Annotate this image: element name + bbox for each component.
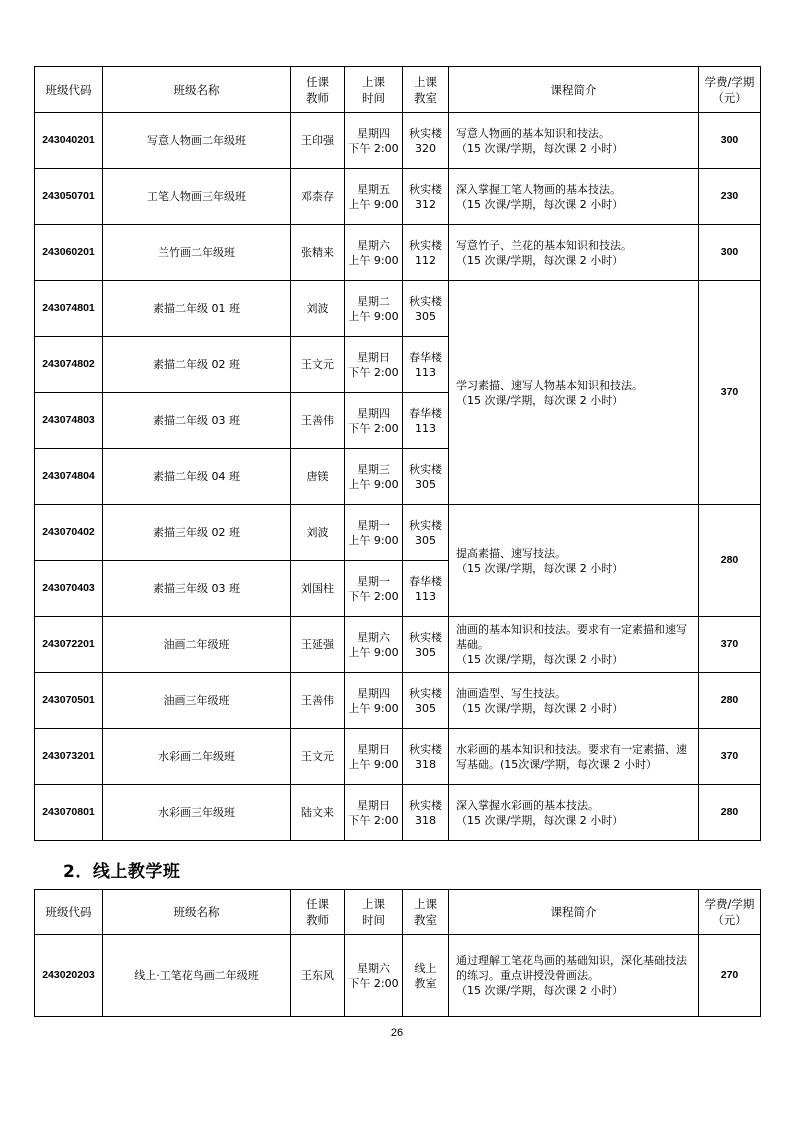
- class-name: 油画二年级班: [103, 617, 291, 673]
- teacher: 王文元: [291, 729, 345, 785]
- course-intro: 深入掌握水彩画的基本技法。 （15 次课/学期，每次课 2 小时）: [449, 785, 699, 841]
- table-row: [35, 935, 761, 1017]
- course-intro: 提高素描、速写技法。 （15 次课/学期，每次课 2 小时）: [449, 505, 699, 617]
- teacher: 王印强: [291, 113, 345, 169]
- class-code: 243070402: [35, 505, 103, 561]
- classroom: 秋实楼 305: [403, 281, 449, 337]
- class-time: 星期日 下午 2:00: [345, 785, 403, 841]
- tuition-fee: 300: [699, 113, 761, 169]
- table-row: [35, 169, 761, 225]
- header-room: 上课 教室: [403, 67, 449, 113]
- header-teacher: 任课 教师: [291, 67, 345, 113]
- section-title: 2．线上教学班: [63, 862, 181, 882]
- class-code: 243070501: [35, 673, 103, 729]
- class-code: 243072201: [35, 617, 103, 673]
- teacher: 王善伟: [291, 393, 345, 449]
- tuition-fee: 270: [699, 935, 761, 1017]
- header-name: 班级名称: [103, 67, 291, 113]
- table-row: [35, 505, 761, 561]
- table-row: [35, 673, 761, 729]
- class-time: 星期一 下午 2:00: [345, 561, 403, 617]
- class-name: 素描二年级 03 班: [103, 393, 291, 449]
- table-header-row: [35, 890, 761, 935]
- teacher: 邓柰存: [291, 169, 345, 225]
- class-name: 素描二年级 02 班: [103, 337, 291, 393]
- online-class-table: [34, 889, 761, 1017]
- teacher: 王善伟: [291, 673, 345, 729]
- course-intro: 油画造型、写生技法。 （15 次课/学期，每次课 2 小时）: [449, 673, 699, 729]
- class-time: 星期六 上午 9:00: [345, 225, 403, 281]
- course-intro: 水彩画的基本知识和技法。要求有一定素描、速 写基础。(15次课/学期，每次课 2 小时）: [449, 729, 699, 785]
- class-name: 油画三年级班: [103, 673, 291, 729]
- classroom: 秋实楼 305: [403, 505, 449, 561]
- class-name: 素描二年级 01 班: [103, 281, 291, 337]
- class-time: 星期日 上午 9:00: [345, 729, 403, 785]
- class-name: 兰竹画二年级班: [103, 225, 291, 281]
- page-number: 26: [390, 1027, 404, 1039]
- class-code: 243074803: [35, 393, 103, 449]
- table-row: [35, 617, 761, 673]
- class-code: 243073201: [35, 729, 103, 785]
- classroom: 秋实楼 112: [403, 225, 449, 281]
- class-code: 243070801: [35, 785, 103, 841]
- teacher: 张精来: [291, 225, 345, 281]
- teacher: 唐镁: [291, 449, 345, 505]
- header-intro: 课程简介: [449, 67, 699, 113]
- course-intro: 油画的基本知识和技法。要求有一定素描和速写 基础。 （15 次课/学期，每次课 2 小时）: [449, 617, 699, 673]
- class-name: 工笔人物画三年级班: [103, 169, 291, 225]
- class-code: 243060201: [35, 225, 103, 281]
- header-time: 上课 时间: [345, 67, 403, 113]
- class-name: 水彩画三年级班: [103, 785, 291, 841]
- class-code: 243074804: [35, 449, 103, 505]
- classroom: 春华楼 113: [403, 561, 449, 617]
- class-name: 素描三年级 02 班: [103, 505, 291, 561]
- class-time: 星期五 上午 9:00: [345, 169, 403, 225]
- offline-class-table: [34, 66, 761, 841]
- class-time: 星期四 上午 9:00: [345, 673, 403, 729]
- classroom: 线上 教室: [403, 935, 449, 1017]
- tuition-fee: 280: [699, 785, 761, 841]
- table-row: [35, 113, 761, 169]
- teacher: 陆文来: [291, 785, 345, 841]
- tuition-fee: 280: [699, 673, 761, 729]
- teacher: 王文元: [291, 337, 345, 393]
- teacher: 刘波: [291, 505, 345, 561]
- tuition-fee: 280: [699, 505, 761, 617]
- class-code: 243070403: [35, 561, 103, 617]
- class-code: 243020203: [35, 935, 103, 1017]
- teacher: 刘波: [291, 281, 345, 337]
- classroom: 秋实楼 312: [403, 169, 449, 225]
- class-name: 素描三年级 03 班: [103, 561, 291, 617]
- classroom: 秋实楼 320: [403, 113, 449, 169]
- table-row: [35, 729, 761, 785]
- class-name: 写意人物画二年级班: [103, 113, 291, 169]
- teacher: 王东风: [291, 935, 345, 1017]
- class-time: 星期一 上午 9:00: [345, 505, 403, 561]
- tuition-fee: 230: [699, 169, 761, 225]
- course-intro: 深入掌握工笔人物画的基本技法。 （15 次课/学期，每次课 2 小时）: [449, 169, 699, 225]
- classroom: 秋实楼 318: [403, 729, 449, 785]
- tuition-fee: 300: [699, 225, 761, 281]
- classroom: 秋实楼 318: [403, 785, 449, 841]
- class-code: 243040201: [35, 113, 103, 169]
- class-time: 星期二 上午 9:00: [345, 281, 403, 337]
- course-intro: 通过理解工笔花鸟画的基础知识，深化基础技法 的练习。重点讲授没骨画法。 （15 次课/学期，每次课 2 小时）: [449, 935, 699, 1017]
- classroom: 春华楼 113: [403, 393, 449, 449]
- header-intro: 课程简介: [449, 890, 699, 935]
- header-code: 班级代码: [35, 67, 103, 113]
- class-name: 水彩画二年级班: [103, 729, 291, 785]
- course-intro: 写意竹子、兰花的基本知识和技法。 （15 次课/学期，每次课 2 小时）: [449, 225, 699, 281]
- teacher: 王延强: [291, 617, 345, 673]
- course-intro: 写意人物画的基本知识和技法。 （15 次课/学期，每次课 2 小时）: [449, 113, 699, 169]
- class-time: 星期四 下午 2:00: [345, 113, 403, 169]
- table-header-row: [35, 67, 761, 113]
- class-name: 素描二年级 04 班: [103, 449, 291, 505]
- classroom: 秋实楼 305: [403, 617, 449, 673]
- table-row: [35, 225, 761, 281]
- table-row: [35, 281, 761, 337]
- class-code: 243074802: [35, 337, 103, 393]
- class-time: 星期六 上午 9:00: [345, 617, 403, 673]
- tuition-fee: 370: [699, 281, 761, 505]
- class-code: 243074801: [35, 281, 103, 337]
- class-time: 星期日 下午 2:00: [345, 337, 403, 393]
- class-code: 243050701: [35, 169, 103, 225]
- class-name: 线上·工笔花鸟画二年级班: [103, 935, 291, 1017]
- class-time: 星期三 上午 9:00: [345, 449, 403, 505]
- header-name: 班级名称: [103, 890, 291, 935]
- classroom: 春华楼 113: [403, 337, 449, 393]
- header-fee: 学费/学期 （元）: [699, 890, 761, 935]
- table-row: [35, 785, 761, 841]
- header-teacher: 任课 教师: [291, 890, 345, 935]
- header-code: 班级代码: [35, 890, 103, 935]
- course-intro: 学习素描、速写人物基本知识和技法。 （15 次课/学期，每次课 2 小时）: [449, 281, 699, 505]
- class-time: 星期四 下午 2:00: [345, 393, 403, 449]
- tuition-fee: 370: [699, 617, 761, 673]
- tuition-fee: 370: [699, 729, 761, 785]
- classroom: 秋实楼 305: [403, 449, 449, 505]
- header-room: 上课 教室: [403, 890, 449, 935]
- teacher: 刘国柱: [291, 561, 345, 617]
- class-time: 星期六 下午 2:00: [345, 935, 403, 1017]
- classroom: 秋实楼 305: [403, 673, 449, 729]
- header-time: 上课 时间: [345, 890, 403, 935]
- header-fee: 学费/学期 （元）: [699, 67, 761, 113]
